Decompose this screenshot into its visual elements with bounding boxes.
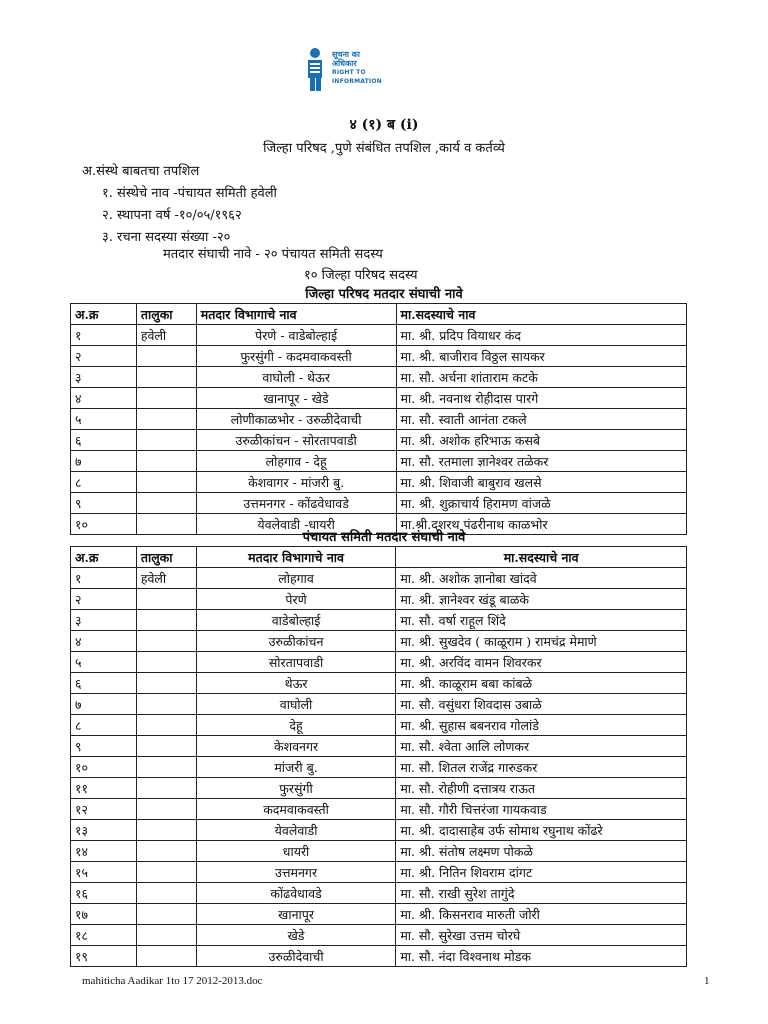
- row-member-name: मा. श्री. अरविंद वामन शिवरकर: [396, 652, 687, 673]
- row-sr-no: १०: [71, 757, 137, 778]
- header-taluka: तालुका: [136, 547, 196, 568]
- row-member-name: मा.श्री.दशरथ पंढरीनाथ काळभोर: [396, 514, 686, 535]
- row-taluka: हवेली: [136, 568, 196, 589]
- ps-members-table: [70, 546, 687, 967]
- table-row: [71, 589, 687, 610]
- table-row: [71, 451, 687, 472]
- row-sr-no: १: [71, 325, 137, 346]
- row-division-name: उरुळीकांचन: [196, 631, 396, 652]
- row-member-name: मा. श्री. नितिन शिवराम दांगट: [396, 862, 687, 883]
- row-taluka: [136, 799, 196, 820]
- row-taluka: [136, 904, 196, 925]
- row-member-name: मा. श्री. शुक्राचार्य हिरामण वांजळे: [396, 493, 686, 514]
- header-division-name: मतदार विभागाचे नाव: [196, 304, 396, 325]
- table-row: [71, 736, 687, 757]
- row-division-name: मांजरी बु.: [196, 757, 396, 778]
- table-row: [71, 715, 687, 736]
- row-division-name: लोहगाव - देहू: [196, 451, 396, 472]
- row-division-name: येवलेवाडी: [196, 820, 396, 841]
- row-sr-no: ५: [71, 652, 137, 673]
- row-sr-no: १८: [71, 925, 137, 946]
- intro-section-label: अ.संस्थे बाबतचा तपशिल: [82, 164, 200, 179]
- row-member-name: मा. श्री. बाजीराव विठ्ठल सायकर: [396, 346, 686, 367]
- row-division-name: उत्तमनगर - कोंढवेधावडे: [196, 493, 396, 514]
- intro-item-2: २. स्थापना वर्ष -१०/०५/१९६२: [102, 208, 242, 223]
- row-sr-no: १४: [71, 841, 137, 862]
- row-sr-no: २: [71, 346, 137, 367]
- header-sr-no: अ.क्र: [71, 304, 137, 325]
- logo-text: [332, 50, 382, 86]
- row-division-name: वाघोली - थेऊर: [196, 367, 396, 388]
- row-member-name: मा. श्री. नवनाथ रोहीदास पारगे: [396, 388, 686, 409]
- row-division-name: फुरसुंगी: [196, 778, 396, 799]
- row-sr-no: १३: [71, 820, 137, 841]
- row-member-name: मा. श्री. अशोक हरिभाऊ कसबे: [396, 430, 686, 451]
- row-division-name: केशवागर - मांजरी बु.: [196, 472, 396, 493]
- row-member-name: मा. सौ. अर्चना शांताराम कटके: [396, 367, 686, 388]
- header-division-name: मतदार विभागाचे नाव: [196, 547, 396, 568]
- constituency-line-2: १० जिल्हा परिषद सदस्य: [304, 268, 418, 283]
- row-member-name: मा. श्री. दादासाहेब उर्फ सोमाथ रघुनाथ कोंढरे: [396, 820, 687, 841]
- table-row: [71, 820, 687, 841]
- header-member-name: मा.सदस्याचे नाव: [396, 304, 686, 325]
- row-taluka: [136, 652, 196, 673]
- row-taluka: [136, 820, 196, 841]
- row-division-name: केशवनगर: [196, 736, 396, 757]
- row-division-name: खानापूर - खेडे: [196, 388, 396, 409]
- row-member-name: मा. श्री. ज्ञानेश्वर खंडू बाळके: [396, 589, 687, 610]
- row-member-name: मा. सौ. वर्षा राहूल शिंदे: [396, 610, 687, 631]
- row-sr-no: ७: [71, 694, 137, 715]
- table-row: [71, 568, 687, 589]
- table-row: [71, 472, 687, 493]
- row-sr-no: १७: [71, 904, 137, 925]
- row-taluka: हवेली: [136, 325, 196, 346]
- zp-table-header: [71, 304, 687, 325]
- row-taluka: [136, 883, 196, 904]
- row-taluka: [136, 589, 196, 610]
- row-division-name: सोरतापवाडी: [196, 652, 396, 673]
- row-member-name: मा. सौ. रतमाला ज्ञानेश्वर तळेकर: [396, 451, 686, 472]
- row-member-name: मा. श्री. शिवाजी बाबुराव खलसे: [396, 472, 686, 493]
- table-row: [71, 430, 687, 451]
- table-row: [71, 388, 687, 409]
- header-member-name: मा.सदस्याचे नाव: [396, 547, 687, 568]
- table-row: [71, 652, 687, 673]
- logo-line-1: सूचना का: [332, 50, 361, 59]
- row-division-name: कदमवाकवस्ती: [196, 799, 396, 820]
- row-sr-no: ७: [71, 451, 137, 472]
- table-row: [71, 757, 687, 778]
- row-division-name: धायरी: [196, 841, 396, 862]
- table-row: [71, 841, 687, 862]
- row-member-name: मा. सौ. सुरेखा उत्तम चोरघे: [396, 925, 687, 946]
- row-taluka: [136, 388, 196, 409]
- row-member-name: मा. सौ. श्वेता आलि लोणकर: [396, 736, 687, 757]
- row-sr-no: ५: [71, 409, 137, 430]
- row-division-name: वाघोली: [196, 694, 396, 715]
- row-division-name: येवलेवाडी -धायरी: [196, 514, 396, 535]
- row-member-name: मा. श्री. संतोष लक्ष्मण पोकळे: [396, 841, 687, 862]
- logo-line-3: RIGHT TO: [332, 69, 366, 76]
- zp-members-table: [70, 303, 687, 535]
- row-taluka: [136, 367, 196, 388]
- row-taluka: [136, 451, 196, 472]
- row-taluka: [136, 925, 196, 946]
- footer-filename: mahiticha Aadikar 1to 17 2012-2013.doc: [82, 975, 263, 987]
- row-sr-no: १९: [71, 946, 137, 967]
- row-division-name: उरुळीकांचन - सोरतापवाडी: [196, 430, 396, 451]
- row-division-name: उरुळीदेवाची: [196, 946, 396, 967]
- row-sr-no: ४: [71, 388, 137, 409]
- row-member-name: मा. सौ. शितल राजेंद्र गारुडकर: [396, 757, 687, 778]
- row-sr-no: ६: [71, 673, 137, 694]
- logo-line-4: INFORMATION: [332, 78, 382, 85]
- row-sr-no: ९: [71, 736, 137, 757]
- row-taluka: [136, 946, 196, 967]
- row-division-name: लोणीकाळभोर - उरुळीदेवाची: [196, 409, 396, 430]
- table-row: [71, 778, 687, 799]
- row-sr-no: २: [71, 589, 137, 610]
- row-member-name: मा. श्री. प्रदिप वियाधर कंद: [396, 325, 686, 346]
- constituency-line-1: मतदार संघाची नावे - २० पंचायत समिती सदस्य: [163, 247, 383, 262]
- row-division-name: कोंढवेधावडे: [196, 883, 396, 904]
- intro-item-1: १. संस्थेचे नाव -पंचायत समिती हवेली: [102, 186, 277, 201]
- row-division-name: थेऊर: [196, 673, 396, 694]
- row-sr-no: १०: [71, 514, 137, 535]
- row-sr-no: ३: [71, 367, 137, 388]
- row-sr-no: ११: [71, 778, 137, 799]
- row-taluka: [136, 346, 196, 367]
- row-member-name: मा. श्री. अशोक ज्ञानोबा खांदवे: [396, 568, 687, 589]
- table-row: [71, 862, 687, 883]
- table-row: [71, 346, 687, 367]
- row-division-name: खेडे: [196, 925, 396, 946]
- table-row: [71, 367, 687, 388]
- row-taluka: [136, 778, 196, 799]
- row-division-name: लोहगाव: [196, 568, 396, 589]
- row-taluka: [136, 493, 196, 514]
- row-member-name: मा. श्री. काळूराम बबा कांबळे: [396, 673, 687, 694]
- row-member-name: मा. श्री. सुखदेव ( काळूराम ) रामचंद्र मेमाणे: [396, 631, 687, 652]
- rti-logo: [306, 47, 416, 95]
- row-member-name: मा. सौ. गौरी चित्तरंजा गायकवाड: [396, 799, 687, 820]
- rti-person-icon: [306, 47, 330, 93]
- row-member-name: मा. सौ. नंदा विश्वनाथ मोडक: [396, 946, 687, 967]
- row-taluka: [136, 631, 196, 652]
- row-taluka: [136, 409, 196, 430]
- table-row: [71, 325, 687, 346]
- row-sr-no: ४: [71, 631, 137, 652]
- table-row: [71, 946, 687, 967]
- row-taluka: [136, 715, 196, 736]
- row-sr-no: १६: [71, 883, 137, 904]
- document-subtitle: जिल्हा परिषद ,पुणे संबंधित तपशिल ,कार्य व कर्तव्ये: [263, 141, 505, 156]
- table-row: [71, 610, 687, 631]
- row-member-name: मा. सौ. वसुंधरा शिवदास उबाळे: [396, 694, 687, 715]
- row-sr-no: १२: [71, 799, 137, 820]
- row-division-name: वाडेबोल्हाई: [196, 610, 396, 631]
- page-number: 1: [704, 975, 710, 987]
- table-row: [71, 673, 687, 694]
- row-taluka: [136, 610, 196, 631]
- row-taluka: [136, 862, 196, 883]
- logo-line-2: अधिकार: [332, 59, 357, 68]
- row-member-name: मा. श्री. किसनराव मारुती जोरी: [396, 904, 687, 925]
- section-heading: ४ (१) ब (i): [349, 117, 419, 133]
- header-taluka: तालुका: [136, 304, 196, 325]
- zp-table-title: जिल्हा परिषद मतदार संघाची नावे: [305, 287, 463, 302]
- table-row: [71, 799, 687, 820]
- row-division-name: पेरणे: [196, 589, 396, 610]
- ps-table-title: पंचायत समिती मतदार संघाची नावे: [302, 530, 466, 545]
- ps-table-header: [71, 547, 687, 568]
- row-sr-no: १: [71, 568, 137, 589]
- row-taluka: [136, 673, 196, 694]
- row-member-name: मा. श्री. सुहास बबनराव गोलांडे: [396, 715, 687, 736]
- header-sr-no: अ.क्र: [71, 547, 137, 568]
- row-sr-no: ९: [71, 493, 137, 514]
- row-member-name: मा. सौ. रोहीणी दत्तात्रय राऊत: [396, 778, 687, 799]
- row-division-name: पेरणे - वाडेबोल्हाई: [196, 325, 396, 346]
- row-sr-no: ८: [71, 715, 137, 736]
- table-row: [71, 883, 687, 904]
- row-sr-no: ३: [71, 610, 137, 631]
- row-sr-no: ६: [71, 430, 137, 451]
- table-row: [71, 493, 687, 514]
- row-taluka: [136, 841, 196, 862]
- table-row: [71, 904, 687, 925]
- table-row: [71, 694, 687, 715]
- row-division-name: देहू: [196, 715, 396, 736]
- row-sr-no: ८: [71, 472, 137, 493]
- row-taluka: [136, 430, 196, 451]
- row-member-name: मा. सौ. स्वाती आनंता टकले: [396, 409, 686, 430]
- table-row: [71, 631, 687, 652]
- row-taluka: [136, 736, 196, 757]
- row-member-name: मा. सौ. राखी सुरेश तागुंदे: [396, 883, 687, 904]
- row-sr-no: १५: [71, 862, 137, 883]
- table-row: [71, 925, 687, 946]
- table-row: [71, 409, 687, 430]
- row-division-name: फुरसुंगी - कदमवाकवस्ती: [196, 346, 396, 367]
- row-taluka: [136, 757, 196, 778]
- row-taluka: [136, 472, 196, 493]
- intro-item-3: ३. रचना सदस्या संख्या -२०: [102, 230, 231, 245]
- row-division-name: उत्तमनगर: [196, 862, 396, 883]
- row-taluka: [136, 694, 196, 715]
- row-division-name: खानापूर: [196, 904, 396, 925]
